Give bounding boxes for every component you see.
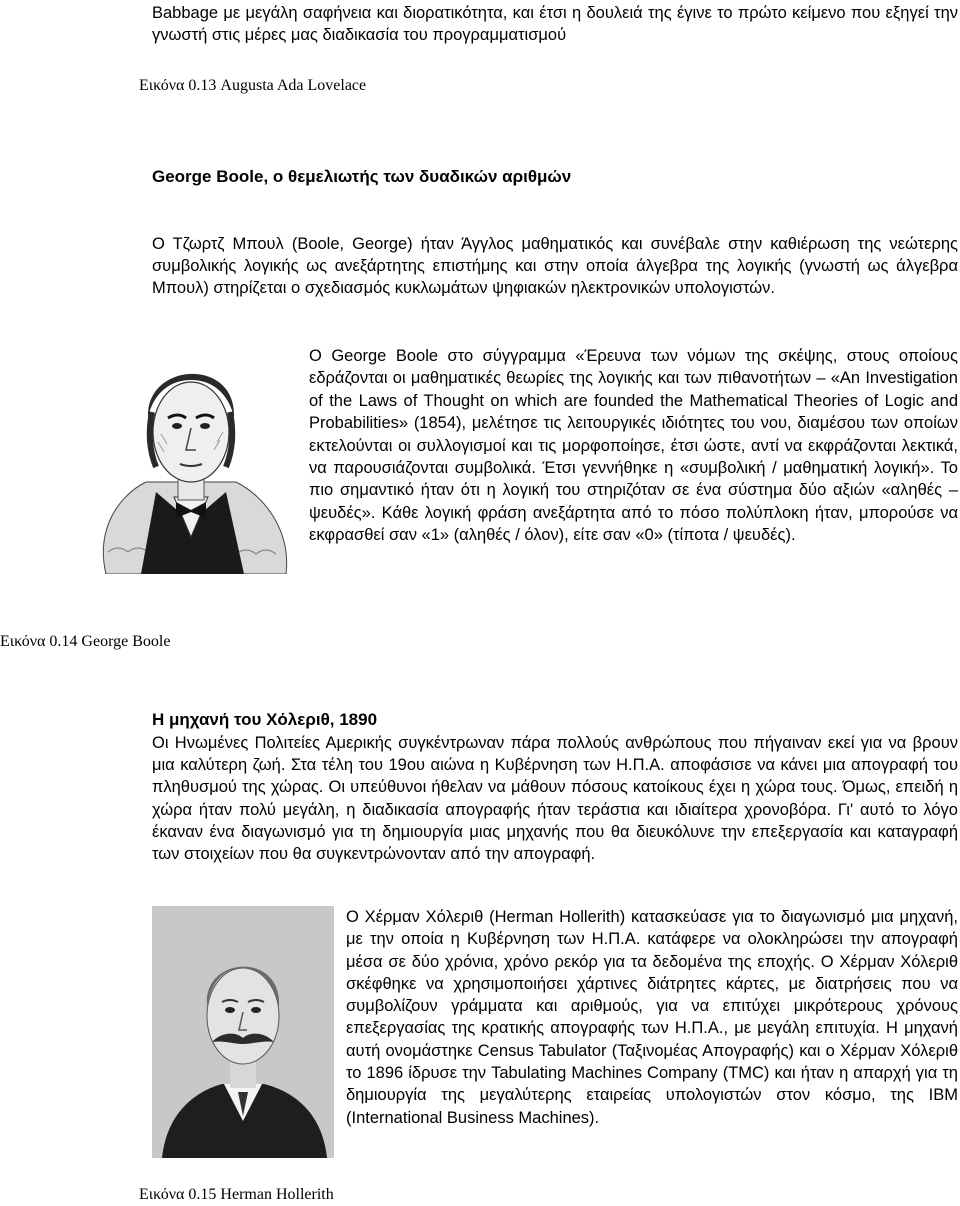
george-boole-portrait	[86, 322, 296, 574]
figure-caption-hollerith: Εικόνα 0.15 Herman Hollerith	[139, 1186, 334, 1203]
hollerith-paragraph-2: Ο Χέρμαν Χόλεριθ (Herman Hollerith) κατασκεύασε για το διαγωνισμό μια μηχανή, με την οποία η Κυβέρνηση των Η.Π.Α. κατάφερε να ολοκληρώσει την απογραφή μέσα σε δύο χρόνια, χρόνο ρεκόρ για τα δεδομένα της εποχής. Ο Χέρμαν Χόλεριθ σκέφθηκε να χρησιμοποιήσει χάρτινες διάτρητες κάρτες, με διατρήσεις που να συμβολίζουν γράμματα και αριθμούς, για να επιτύχει μικρότερους χρόνους επεξεργασίας της κρατικής απογραφής των Η.Π.Α., με μεγάλη επιτυχία. Η μηχανή αυτή ονομάστηκε Census Tabulator (Ταξινομέας Απογραφής) και ο Χέρμαν Χόλεριθ το 1896 ίδρυσε την Tabulating Machines Company (TMC) και ήταν η απαρχή για τη δημιουργία της μεγαλύτερης εταιρείας υπολογιστών στον κόσμο, της IBM (International Business Machines).	[346, 908, 958, 1127]
hollerith-paragraph-1: Οι Ηνωμένες Πολιτείες Αμερικής συγκέντρωναν πάρα πολλούς ανθρώπους που πήγαιναν εκεί για να βρουν μια καλύτερη ζωή. Στα τέλη του 19ου αιώνα η Κυβέρνηση των Η.Π.Α. αποφάσισε να κάνει μια απογραφή του πληθυσμού της χώρας. Οι υπεύθυνοι ήθελαν να μάθουν πόσους κατοίκους έχει η χώρα τους. Όμως, επειδή η χώρα ήταν πολύ μεγάλη, η διαδικασία απογραφής ήταν τεράστια και ιδιαίτερα χρονοβόρα. Γι' αυτό το λόγο έκαναν ένα διαγωνισμό για τη δημιουργία μιας μηχανής που θα διευκόλυνε την επεξεργασία και καταγραφή των στοιχείων που θα συγκεντρώνονταν από την απογραφή.	[152, 734, 958, 864]
herman-hollerith-portrait	[152, 906, 334, 1158]
section-heading-hollerith: Η μηχανή του Χόλεριθ, 1890	[152, 710, 378, 729]
intro-paragraph: Babbage με μεγάλη σαφήνεια και διορατικότητα, και έτσι η δουλειά της έγινε το πρώτο κείμενο που εξηγεί την γνωστή στις μέρες μας διαδικασία του προγραμματισμού	[152, 4, 958, 44]
figure-caption-boole: Εικόνα 0.14 George Boole	[0, 633, 171, 650]
figure-caption-lovelace: Εικόνα 0.13 Augusta Ada Lovelace	[139, 77, 367, 94]
boole-paragraph-2: Ο George Boole στο σύγγραμμα «Έρευνα των νόμων της σκέψης, στους οποίους εδράζονται οι μαθηματικές θεωρίες της λογικής και των πιθανοτήτων – «An Investigation of the Laws of Thought on which are founded the Mathematical Theories of Logic and Probabilities» (1854), μελέτησε τις λειτουργικές ιδιότητες του νου, διαμέσου των οποίων εκτελούνται οι συλλογισμοί και τις μορφοποίησε, έτσι ώστε, αντί να εκφράζονται λεκτικά, να παρουσιάζονται συμβολικά. Έτσι γεννήθηκε η «συμβολική / μαθηματική λογική». Το πιο σημαντικό ήταν ότι η λογική του στηριζόταν σε ένα σύστημα δύο αξιών «αληθές – ψευδές». Κάθε λογική φράση ανεξάρτητα από το πόσο πολύπλοκη ήταν, μπορούσε να εκφρασθεί σαν «1» (αληθές / όλον), είτε σαν «0» (τίποτα / ψευδές).	[309, 347, 958, 545]
boole-paragraph-1: Ο Τζωρτζ Μπουλ (Boole, George) ήταν Άγγλος μαθηματικός και συνέβαλε στην καθιέρωση της νεώτερης συμβολικής λογικής ως ανεξάρτητης επιστήμης και στην οποία άλγεβρα της λογικής (γνωστή ως άλγεβρα Μπουλ) στηρίζεται ο σχεδιασμός κυκλωμάτων ψηφιακών ηλεκτρονικών υπολογιστών.	[152, 235, 958, 297]
section-heading-boole: George Boole, ο θεμελιωτής των δυαδικών αριθμών	[152, 167, 572, 186]
